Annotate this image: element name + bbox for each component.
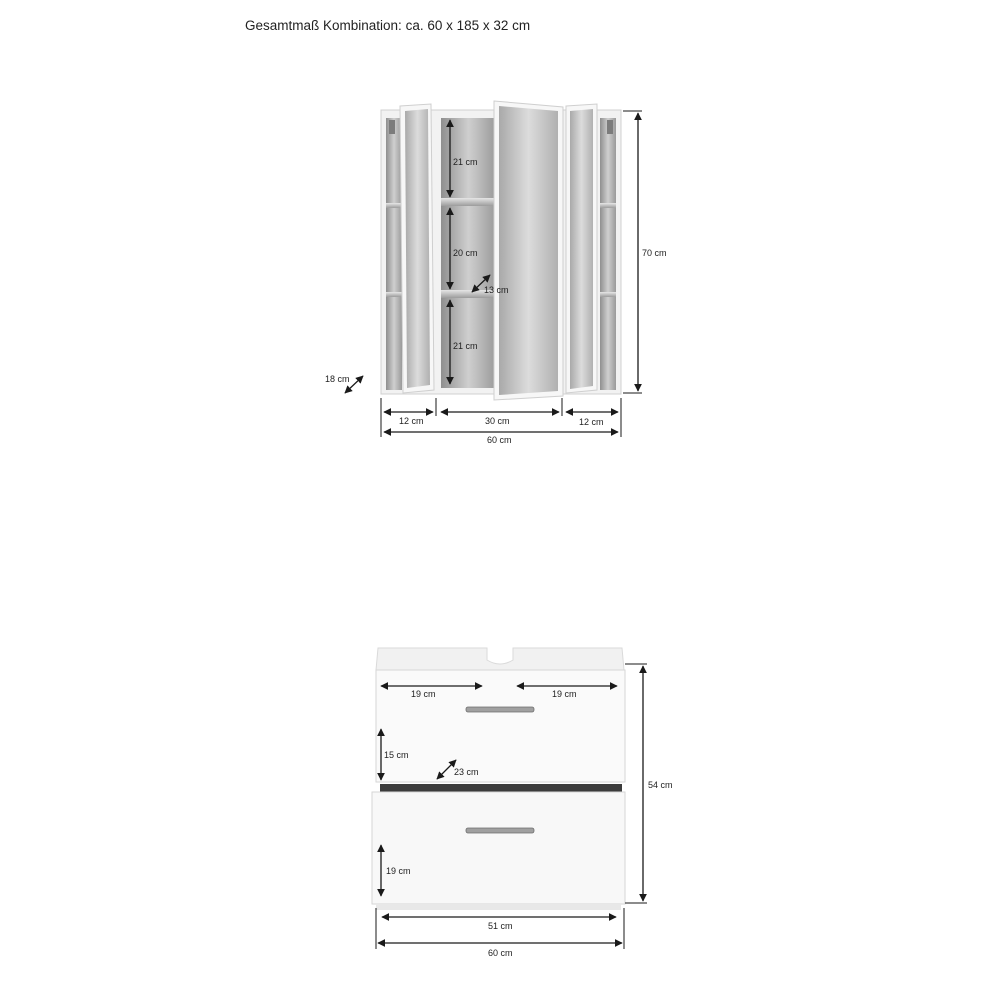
label-depth: 18 cm: [325, 374, 350, 384]
vanity-plinth: [376, 904, 621, 910]
label-total-width: 60 cm: [487, 435, 512, 445]
label-right-compartment: 12 cm: [579, 417, 604, 427]
label-vanity-height: 54 cm: [648, 780, 673, 790]
label-inner-width: 51 cm: [488, 921, 513, 931]
label-center-compartment: 30 cm: [485, 416, 510, 426]
left-mirror-glass: [405, 109, 430, 388]
label-left-compartment: 12 cm: [399, 416, 424, 426]
label-height: 70 cm: [642, 248, 667, 258]
label-shelf-top: 21 cm: [453, 157, 478, 167]
label-drawer-bottom-height: 19 cm: [386, 866, 411, 876]
left-shelf-bottom: [386, 292, 402, 297]
mirror-cabinet: [325, 101, 667, 445]
right-mirror-glass: [570, 109, 593, 389]
label-drawer-top-height: 15 cm: [384, 750, 409, 760]
vanity-unit: [372, 648, 673, 958]
lower-drawer-handle: [466, 828, 534, 833]
right-hinge: [607, 120, 613, 134]
left-shelf-top: [386, 203, 402, 208]
lower-drawer: [372, 792, 625, 904]
label-shelf-bottom: 21 cm: [453, 341, 478, 351]
label-inner-depth: 13 cm: [484, 285, 509, 295]
label-vanity-total-width: 60 cm: [488, 948, 513, 958]
right-shelf-top: [600, 203, 616, 208]
label-drawer-width-left: 19 cm: [411, 689, 436, 699]
label-shelf-middle: 20 cm: [453, 248, 478, 258]
center-mirror-glass: [499, 106, 558, 395]
page-title: Gesamtmaß Kombination: ca. 60 x 185 x 32 cm: [245, 18, 531, 33]
upper-drawer-handle: [466, 707, 534, 712]
center-shelf-top: [441, 198, 496, 206]
right-compartment: [600, 118, 616, 390]
drawer-gap: [380, 784, 622, 792]
upper-drawer: [376, 670, 625, 782]
vanity-top-board: [376, 648, 624, 670]
left-hinge: [389, 120, 395, 134]
label-drawer-width-right: 19 cm: [552, 689, 577, 699]
label-drawer-depth: 23 cm: [454, 767, 479, 777]
right-shelf-bottom: [600, 292, 616, 297]
left-compartment: [386, 118, 402, 390]
